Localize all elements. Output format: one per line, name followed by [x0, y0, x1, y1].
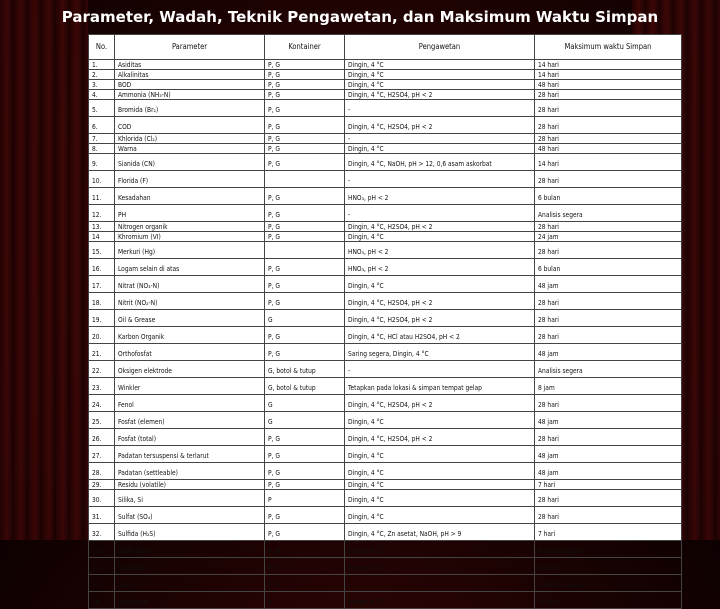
cell-kontainer: P, G — [265, 429, 345, 446]
cell-kontainer: P, G — [265, 558, 345, 575]
cell-no: 5. — [89, 100, 115, 117]
cell-parameter: COD — [115, 117, 265, 134]
table-header-row — [89, 35, 682, 60]
cell-pengawetan: Dingin, 4 °C — [345, 412, 535, 429]
table-row — [89, 144, 682, 154]
cell-pengawetan: - — [345, 171, 535, 188]
cell-parameter: Surfaktan — [115, 558, 265, 575]
table-row — [89, 592, 682, 609]
table-row — [89, 171, 682, 188]
cell-waktu-simpan: 6 bulan — [535, 259, 682, 276]
cell-parameter: Nitrogen organik — [115, 222, 265, 232]
cell-waktu-simpan: Analisis segera — [535, 541, 682, 558]
table-row — [89, 429, 682, 446]
table-sheet — [88, 34, 681, 606]
cell-kontainer: G — [265, 310, 345, 327]
cell-pengawetan: - — [345, 100, 535, 117]
cell-no: 36. — [89, 592, 115, 609]
cell-kontainer: P, G — [265, 327, 345, 344]
cell-no: 27. — [89, 446, 115, 463]
table-row — [89, 117, 682, 134]
cell-waktu-simpan: 48 jam — [535, 558, 682, 575]
cell-no: 34. — [89, 558, 115, 575]
table-row — [89, 293, 682, 310]
cell-pengawetan: Dingin, 4 °C — [345, 558, 535, 575]
cell-no: 10. — [89, 171, 115, 188]
cell-parameter: Sulfat (SO₄) — [115, 507, 265, 524]
cell-parameter: Kekeruhan — [115, 592, 265, 609]
cell-parameter: Orthofosfat — [115, 344, 265, 361]
cell-parameter: Karbon Organik — [115, 327, 265, 344]
cell-pengawetan: Dingin, 4 °C — [345, 490, 535, 507]
cell-parameter: Merkuri (Hg) — [115, 242, 265, 259]
cell-kontainer — [265, 171, 345, 188]
cell-waktu-simpan: 7 hari — [535, 480, 682, 490]
cell-pengawetan: HNO₃, pH < 2 — [345, 259, 535, 276]
cell-parameter: Warna — [115, 144, 265, 154]
cell-kontainer: P, G — [265, 117, 345, 134]
cell-no: 12. — [89, 205, 115, 222]
cell-parameter: Oil & Grease — [115, 310, 265, 327]
table-row — [89, 558, 682, 575]
cell-parameter: Silika, Si — [115, 490, 265, 507]
cell-kontainer: G, botol & tutup — [265, 378, 345, 395]
cell-kontainer: P, G — [265, 100, 345, 117]
cell-pengawetan: Dingin, 4 °C — [345, 592, 535, 609]
cell-pengawetan: HNO₃, pH < 2 — [345, 188, 535, 205]
cell-parameter: Fosfat (elemen) — [115, 412, 265, 429]
cell-parameter: Asiditas — [115, 60, 265, 70]
table-row — [89, 395, 682, 412]
cell-no: 18. — [89, 293, 115, 310]
table-row — [89, 480, 682, 490]
cell-waktu-simpan: 14 hari — [535, 70, 682, 80]
cell-no: 3. — [89, 80, 115, 90]
cell-no: 14 — [89, 232, 115, 242]
cell-waktu-simpan: 28 hari — [535, 490, 682, 507]
cell-parameter: Bromida (Br₂) — [115, 100, 265, 117]
table-row — [89, 259, 682, 276]
table-row — [89, 90, 682, 100]
cell-parameter: Fenol — [115, 395, 265, 412]
cell-no: 19. — [89, 310, 115, 327]
cell-kontainer: P, G — [265, 222, 345, 232]
cell-pengawetan: Dingin, 4 °C, H2SO4, pH < 2 — [345, 293, 535, 310]
header-kontainer: Kontainer — [265, 35, 345, 60]
cell-parameter: Nitrat (NO₃-N) — [115, 276, 265, 293]
cell-waktu-simpan: 7 hari — [535, 524, 682, 541]
table-row — [89, 100, 682, 117]
cell-pengawetan: Dingin, 4 °C — [345, 541, 535, 558]
table-row — [89, 507, 682, 524]
cell-kontainer: G — [265, 412, 345, 429]
cell-pengawetan: - — [345, 134, 535, 144]
cell-pengawetan: - — [345, 361, 535, 378]
cell-waktu-simpan: 14 hari — [535, 154, 682, 171]
cell-waktu-simpan: 28 hari — [535, 222, 682, 232]
cell-no: 6. — [89, 117, 115, 134]
cell-parameter: Residu (volatile) — [115, 480, 265, 490]
cell-kontainer — [265, 242, 345, 259]
cell-kontainer: P, G — [265, 232, 345, 242]
cell-waktu-simpan: 48 hari — [535, 80, 682, 90]
cell-waktu-simpan: 28 hari — [535, 134, 682, 144]
cell-kontainer: P, G — [265, 134, 345, 144]
cell-kontainer: P — [265, 490, 345, 507]
cell-parameter: Kesadahan — [115, 188, 265, 205]
cell-pengawetan: HNO₃, pH < 2 — [345, 242, 535, 259]
cell-no: 2. — [89, 70, 115, 80]
cell-waktu-simpan: Analisis segera — [535, 575, 682, 592]
table-row — [89, 310, 682, 327]
cell-no: 4. — [89, 90, 115, 100]
cell-no: 31. — [89, 507, 115, 524]
preservation-table — [88, 34, 682, 609]
cell-kontainer: P, G — [265, 344, 345, 361]
cell-pengawetan: - — [345, 575, 535, 592]
cell-pengawetan: Dingin, 4 °C — [345, 463, 535, 480]
table-row — [89, 344, 682, 361]
cell-parameter: Winkler — [115, 378, 265, 395]
table-row — [89, 412, 682, 429]
table-row — [89, 463, 682, 480]
cell-kontainer: P, G — [265, 70, 345, 80]
cell-pengawetan: Dingin, 4 °C — [345, 60, 535, 70]
header-parameter: Parameter — [115, 35, 265, 60]
cell-kontainer: P, G — [265, 463, 345, 480]
cell-waktu-simpan: 48 jam — [535, 412, 682, 429]
cell-waktu-simpan: 14 hari — [535, 60, 682, 70]
cell-waktu-simpan: 24 jam — [535, 232, 682, 242]
cell-no: 35. — [89, 575, 115, 592]
cell-no: 23. — [89, 378, 115, 395]
cell-pengawetan: Dingin, 4 °C — [345, 70, 535, 80]
table-row — [89, 242, 682, 259]
cell-no: 1. — [89, 60, 115, 70]
cell-no: 30. — [89, 490, 115, 507]
cell-kontainer: P, G — [265, 541, 345, 558]
cell-waktu-simpan: 48 jam — [535, 463, 682, 480]
cell-kontainer: P, G — [265, 90, 345, 100]
cell-waktu-simpan: 28 hari — [535, 327, 682, 344]
table-row — [89, 60, 682, 70]
cell-waktu-simpan: 48 jam — [535, 592, 682, 609]
table-row — [89, 446, 682, 463]
cell-parameter: Suhu — [115, 575, 265, 592]
cell-pengawetan: Dingin, 4 °C, NaOH, pH > 12, 0,6 asam askorbat — [345, 154, 535, 171]
cell-pengawetan: Saring segera, Dingin, 4 °C — [345, 344, 535, 361]
cell-kontainer: P, G — [265, 276, 345, 293]
table-row — [89, 232, 682, 242]
cell-pengawetan: Dingin, 4 °C, H2SO4, pH < 2 — [345, 395, 535, 412]
header-waktu-simpan: Maksimum waktu Simpan — [535, 35, 682, 60]
cell-pengawetan: Dingin, 4 °C, Zn asetat, NaOH, pH > 9 — [345, 524, 535, 541]
cell-parameter: PH — [115, 205, 265, 222]
cell-parameter: Nitrit (NO₂-N) — [115, 293, 265, 310]
cell-waktu-simpan: Analisis segera — [535, 361, 682, 378]
cell-waktu-simpan: 28 hari — [535, 395, 682, 412]
cell-parameter: Khlorida (Cl₂) — [115, 134, 265, 144]
cell-pengawetan: - — [345, 205, 535, 222]
table-row — [89, 154, 682, 171]
cell-pengawetan: Dingin, 4 °C — [345, 276, 535, 293]
cell-parameter: Sulfida (H₂S) — [115, 524, 265, 541]
cell-waktu-simpan: 28 hari — [535, 171, 682, 188]
slide-title: Parameter, Wadah, Teknik Pengawetan, dan Maksimum Waktu Simpan — [61, 8, 659, 26]
cell-parameter: Fosfat (total) — [115, 429, 265, 446]
cell-no: 25. — [89, 412, 115, 429]
cell-kontainer: P, G — [265, 480, 345, 490]
cell-parameter: Padatan tersuspensi & terlarut — [115, 446, 265, 463]
cell-kontainer: P, G — [265, 575, 345, 592]
cell-pengawetan: Dingin, 4 °C, H2SO4, pH < 2 — [345, 310, 535, 327]
cell-parameter: BOD — [115, 80, 265, 90]
cell-no: 28. — [89, 463, 115, 480]
table-row — [89, 378, 682, 395]
cell-pengawetan: Dingin, 4 °C, H2SO4, pH < 2 — [345, 222, 535, 232]
cell-no: 17. — [89, 276, 115, 293]
table-row — [89, 222, 682, 232]
cell-waktu-simpan: 28 hari — [535, 100, 682, 117]
cell-waktu-simpan: 6 bulan — [535, 188, 682, 205]
cell-no: 9. — [89, 154, 115, 171]
cell-pengawetan: Dingin, 4 °C — [345, 80, 535, 90]
cell-pengawetan: Dingin, 4 °C — [345, 507, 535, 524]
cell-no: 13. — [89, 222, 115, 232]
cell-kontainer: G — [265, 395, 345, 412]
table-row — [89, 490, 682, 507]
cell-no: 20. — [89, 327, 115, 344]
table-row — [89, 188, 682, 205]
cell-no: 32. — [89, 524, 115, 541]
cell-waktu-simpan: 48 jam — [535, 276, 682, 293]
header-no: No. — [89, 35, 115, 60]
cell-kontainer: G, botol & tutup — [265, 361, 345, 378]
cell-no: 7. — [89, 134, 115, 144]
cell-no: 24. — [89, 395, 115, 412]
table-row — [89, 575, 682, 592]
cell-pengawetan: Dingin, 4 °C, H2SO4, pH < 2 — [345, 429, 535, 446]
cell-waktu-simpan: 28 hari — [535, 90, 682, 100]
table-row — [89, 70, 682, 80]
cell-parameter: Sianida (CN) — [115, 154, 265, 171]
cell-kontainer: P, G — [265, 60, 345, 70]
cell-kontainer: P, G — [265, 293, 345, 310]
cell-parameter: Ammonia (NH₃-N) — [115, 90, 265, 100]
cell-kontainer: P, G — [265, 259, 345, 276]
cell-no: 33. — [89, 541, 115, 558]
cell-no: 21. — [89, 344, 115, 361]
cell-kontainer: P, G — [265, 188, 345, 205]
table-row — [89, 361, 682, 378]
cell-waktu-simpan: 28 hari — [535, 293, 682, 310]
cell-parameter: Florida (F) — [115, 171, 265, 188]
table-row — [89, 205, 682, 222]
cell-parameter: Khromium (VI) — [115, 232, 265, 242]
table-row — [89, 327, 682, 344]
cell-pengawetan: Dingin, 4 °C, H2SO4, pH < 2 — [345, 117, 535, 134]
cell-no: 8. — [89, 144, 115, 154]
cell-kontainer: P, G — [265, 80, 345, 90]
cell-kontainer: P, G — [265, 205, 345, 222]
cell-kontainer: P, G — [265, 524, 345, 541]
cell-parameter: Alkalinitas — [115, 70, 265, 80]
cell-parameter: Oksigen elektrode — [115, 361, 265, 378]
table-row — [89, 80, 682, 90]
cell-waktu-simpan: 28 hari — [535, 507, 682, 524]
table-row — [89, 134, 682, 144]
cell-no: 26. — [89, 429, 115, 446]
cell-kontainer: P — [265, 592, 345, 609]
cell-waktu-simpan: 48 hari — [535, 144, 682, 154]
table-row — [89, 276, 682, 293]
cell-parameter: Logam selain di atas — [115, 259, 265, 276]
header-pengawetan: Pengawetan — [345, 35, 535, 60]
cell-kontainer: P, G — [265, 144, 345, 154]
curtain-left-decoration — [0, 0, 88, 540]
table-body — [89, 60, 682, 609]
cell-pengawetan: Dingin, 4 °C, HCl atau H2SO4, pH < 2 — [345, 327, 535, 344]
cell-no: 29. — [89, 480, 115, 490]
cell-waktu-simpan: Analisis segera — [535, 205, 682, 222]
cell-waktu-simpan: 28 hari — [535, 310, 682, 327]
cell-pengawetan: Dingin, 4 °C, H2SO4, pH < 2 — [345, 90, 535, 100]
cell-kontainer: P, G — [265, 154, 345, 171]
cell-waktu-simpan: 48 jam — [535, 344, 682, 361]
cell-parameter: Padatan (settleable) — [115, 463, 265, 480]
table-row — [89, 524, 682, 541]
cell-waktu-simpan: 8 jam — [535, 378, 682, 395]
cell-waktu-simpan: 28 hari — [535, 242, 682, 259]
cell-no: 15. — [89, 242, 115, 259]
cell-no: 22. — [89, 361, 115, 378]
cell-pengawetan: Dingin, 4 °C — [345, 144, 535, 154]
cell-waktu-simpan: 28 hari — [535, 429, 682, 446]
cell-kontainer: P, G — [265, 507, 345, 524]
cell-no: 11. — [89, 188, 115, 205]
table-row — [89, 541, 682, 558]
cell-pengawetan: Tetapkan pada lokasi & simpan tempat gelap — [345, 378, 535, 395]
cell-waktu-simpan: 48 jam — [535, 446, 682, 463]
cell-no: 16. — [89, 259, 115, 276]
cell-parameter: Sulfit (SO₃) — [115, 541, 265, 558]
cell-kontainer: P, G — [265, 446, 345, 463]
cell-pengawetan: Dingin, 4 °C — [345, 480, 535, 490]
cell-pengawetan: Dingin, 4 °C — [345, 446, 535, 463]
cell-pengawetan: Dingin, 4 °C — [345, 232, 535, 242]
cell-waktu-simpan: 28 hari — [535, 117, 682, 134]
